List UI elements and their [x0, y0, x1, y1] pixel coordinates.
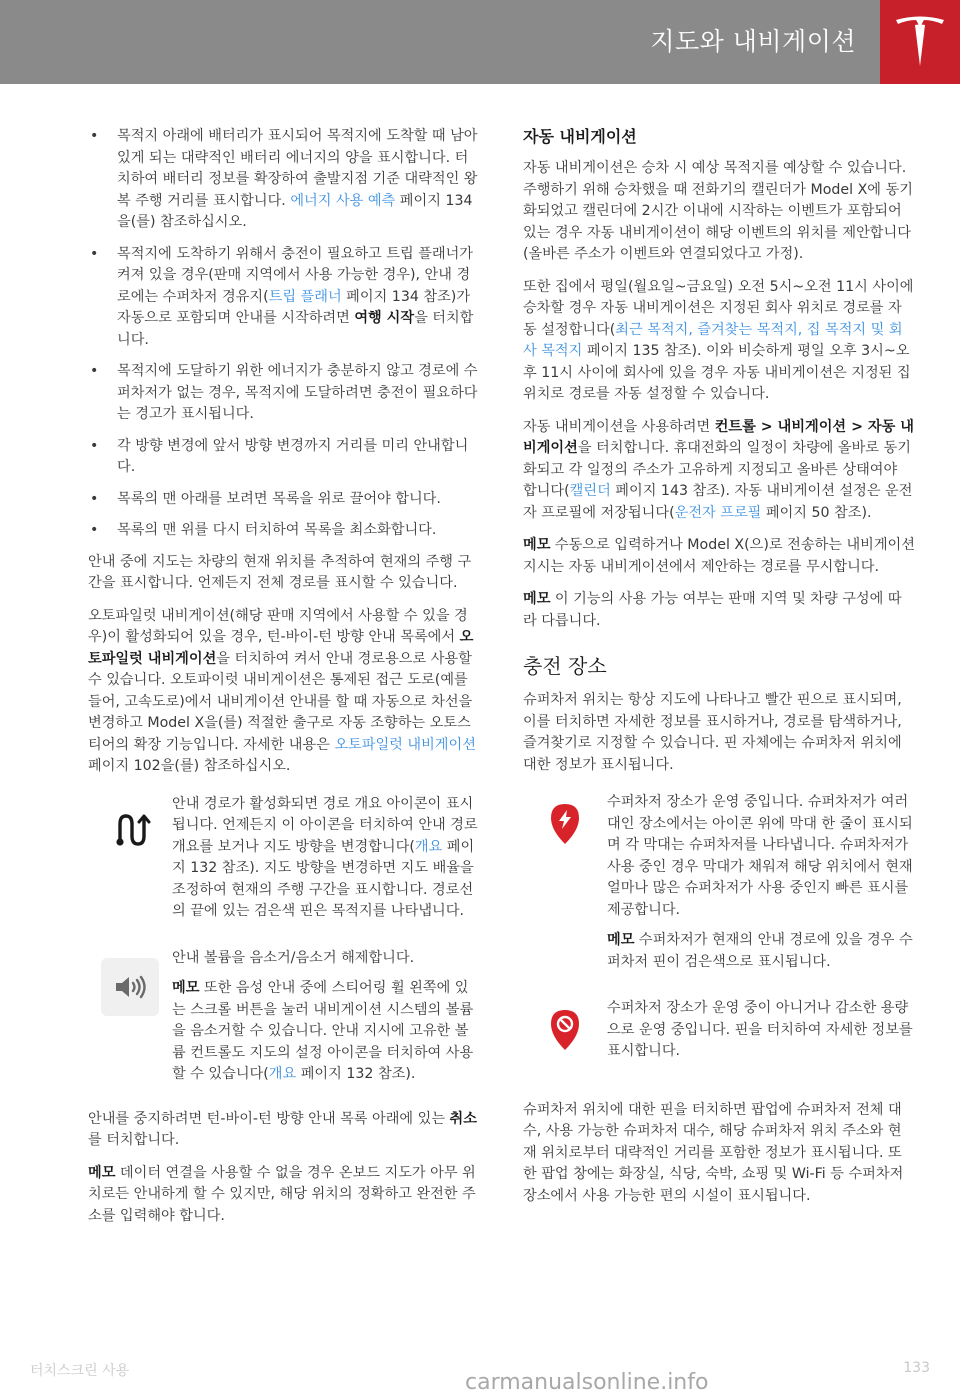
guidance-bullet-list	[88, 126, 480, 542]
route-overview-row	[88, 794, 480, 932]
note: 메모 이 기능의 사용 가능 여부는 판매 지역 및 차량 구성에 따라 다릅니다.	[523, 591, 902, 629]
supercharger-active-row	[523, 792, 915, 982]
paragraph: 오토파일럿 내비게이션(해당 판매 지역에서 사용할 수 있을 경우)이 활성화되어 있을 경우, 턴-바이-턴 방향 안내 목록에서 오토파일럿 내비게이션을 터치하여 켜서 안내 경로용으로 사용할 수 있습니다. 오토파이럿 내비게이션은 통제된 접근 도로(예를 들어, 고속도로)에서 내비게이션 안내를 할 때 자동으로 차선을 변경하고 Model X을(를) 적절한 출구로 자동 조향하는 오토스티어의 확장 기능입니다. 자세한 내용은 오토파일럿 내비게이션 페이지 102을(를) 참조하십시오.	[88, 607, 476, 774]
paragraph: 또한 집에서 평일(월요일~금요일) 오전 5시~오전 11시 사이에 승차할 경우 자동 내비게이션은 지정된 회사 위치로 경로를 자동 설정합니다(최근 목적지, 즐겨찾는 목적지, 집 목적지 및 회사 목적지 페이지 135 참조). 이와 비슷하게 평일 오후 3시~오후 11시 사이에 회사에 있을 경우 자동 내비게이션은 지정된 집 위치로 경로를 자동 설정할 수 있습니다.	[523, 278, 914, 402]
watermark: carmanualsonline.info	[465, 1370, 709, 1395]
link-calendar[interactable]: 캘린더	[569, 483, 611, 499]
link-energy-prediction[interactable]: 에너지 사용 예측	[290, 192, 396, 209]
supercharger-closed-row	[523, 998, 915, 1072]
list-item: • 목록의 맨 아래를 보려면 목록을 위로 끌어야 합니다.	[88, 489, 480, 511]
route-overview-text: 안내 경로가 활성화되면 경로 개요 아이콘이 표시됩니다. 언제든지 이 아이콘을 터치하여 안내 경로 개요를 보거나 지도 방향을 변경합니다(개요 페이지 132 참조). 지도 방향을 변경하면 지도 배율을 조정하여 현재의 주행 구간을 표시합니다. 경로선의 끝에 있는 검은색 핀은 목적지를 나타냅니다.	[172, 795, 478, 919]
page-number: 133	[903, 1360, 930, 1376]
page-header	[0, 0, 960, 84]
page-title: 지도와 내비게이션	[650, 27, 856, 56]
volume-note: 메모 또한 음성 안내 중에 스티어링 휠 왼쪽에 있는 스크롤 버튼을 눌러 내비게이션 시스템의 볼륨을 음소거할 수 있습니다. 안내 지시에 고유한 볼륨 컨트롤도 지도의 설정 아이콘을 터치하여 사용할 수 있습니다(개요 페이지 132 참조).	[172, 980, 474, 1082]
volume-text: 안내 볼륨을 음소거/음소거 해제합니다.	[172, 949, 415, 966]
note: 메모 데이터 연결을 사용할 수 없을 경우 온보드 지도가 아무 위치로든 안내하게 할 수 있지만, 해당 위치의 정확하고 완전한 주소를 입력해야 합니다.	[88, 1164, 476, 1224]
paragraph: 자동 내비게이션은 승차 시 예상 목적지를 예상할 수 있습니다. 주행하기 위해 승차했을 때 전화기의 캘린더가 Model X에 동기화되었고 캘린더에 2시간 이내에 시작하는 이벤트가 포함되어 있는 경우 자동 내비게이션이 해당 이벤트의 위치를 제안합니다(올바른 주소가 이벤트와 연결되었다고 가정).	[523, 160, 913, 262]
tesla-logo-icon	[893, 14, 947, 70]
supercharger-active-text: 수퍼차저 장소가 운영 중입니다. 슈퍼차저가 여러 대인 장소에서는 아이콘 위에 막대 한 줄이 표시되며 각 막대는 슈퍼차저를 나타냅니다. 슈퍼차저가 사용 중인 경우 막대가 채워져 해당 위치에서 현재 얼마나 많은 슈퍼차저가 사용 중인지 빠른 표시를 제공합니다.	[607, 794, 913, 918]
link-trip-planner[interactable]: 트립 플래너	[268, 288, 342, 305]
link-overview[interactable]: 개요	[268, 1066, 297, 1082]
paragraph: 안내 중에 지도는 차량의 현재 위치를 추적하여 현재의 주행 구간을 표시합니다. 언제든지 전체 경로를 표시할 수 있습니다.	[88, 553, 472, 591]
link-driver-profile[interactable]: 운전자 프로필	[674, 504, 762, 521]
supercharger-closed-pin-icon	[548, 1008, 582, 1052]
list-item: • 목적지에 도착하기 위해서 충전이 필요하고 트립 플래너가 켜져 있을 경우(판매 지역에서 사용 가능한 경우), 안내 경로에는 수퍼차저 경유지(트립 플래너 페이지 134 참조)가 자동으로 포함되며 안내를 시작하려면 여행 시작을 터치합니다.	[88, 244, 480, 352]
link-overview[interactable]: 개요	[414, 838, 443, 855]
paragraph: 슈퍼차저 위치는 항상 지도에 나타나고 빨간 핀으로 표시되며, 이를 터치하면 자세한 정보를 표시하거나, 경로를 탐색하거나, 즐겨찾기로 지정할 수 있습니다. 핀 자체에는 슈퍼차저 위치에 대한 정보가 표시됩니다.	[523, 692, 902, 773]
paragraph: 슈퍼차저 위치에 대한 핀을 터치하면 팝업에 슈퍼차저 전체 대수, 사용 가능한 슈퍼차저 대수, 해당 슈퍼차저 위치 주소와 현재 위치로부터 대략적인 거리를 포함한 정보가 표시됩니다. 또한 팝업 창에는 화장실, 식당, 숙박, 쇼핑 및 Wi-Fi 등 수퍼차저 장소에서 사용 가능한 편의 시설이 표시됩니다.	[523, 1101, 904, 1204]
list-item: • 목적지 아래에 배터리가 표시되어 목적지에 도착할 때 남아 있게 되는 대략적인 배터리 에너지의 양을 표시합니다. 터치하여 배터리 정보를 확장하여 출발지점 기준 대략적인 왕복 주행 거리를 표시합니다. 에너지 사용 예측 페이지 134을(를) 참조하십시오.	[88, 126, 480, 234]
right-column	[523, 126, 915, 1218]
volume-button[interactable]	[101, 958, 159, 1016]
footer-section: 터치스크린 사용	[30, 1363, 130, 1379]
route-overview-icon	[108, 808, 152, 852]
list-item: • 각 방향 변경에 앞서 방향 변경까지 거리를 미리 안내합니다.	[88, 436, 480, 479]
section-heading-auto-navigation: 자동 내비게이션	[523, 127, 637, 146]
paragraph: 안내를 중지하려면 턴-바이-턴 방향 안내 목록 아래에 있는 취소를 터치합니다.	[88, 1110, 477, 1148]
section-heading-charging-locations: 충전 장소	[523, 654, 607, 678]
tesla-logo	[880, 0, 960, 84]
volume-row	[88, 948, 480, 1095]
list-item: • 목적지에 도달하기 위한 에너지가 충분하지 않고 경로에 수퍼차저가 없는 경우, 목적지에 도달하려면 충전이 필요하다는 경고가 표시됩니다.	[88, 361, 480, 426]
supercharger-closed-text: 수퍼차저 장소가 운영 중이 아니거나 감소한 용량으로 운영 중입니다. 핀을 터치하여 자세한 정보를 표시합니다.	[607, 1000, 913, 1059]
link-recent-destinations[interactable]: 최근 목적지, 즐겨찾는 목적지, 집 목적지 및 회사 목적지	[523, 321, 903, 359]
supercharger-note: 메모 수퍼차저가 현재의 안내 경로에 있을 경우 수퍼차저 핀이 검은색으로 표시됩니다.	[607, 932, 913, 970]
supercharger-pin-icon	[548, 802, 582, 846]
left-column	[88, 126, 480, 1238]
list-item: • 목록의 맨 위를 다시 터치하여 목록을 최소화합니다.	[88, 520, 480, 542]
note: 메모 수동으로 입력하거나 Model X(으)로 전송하는 내비게이션 지시는 자동 내비게이션에서 제안하는 경로를 무시합니다.	[523, 537, 915, 575]
link-autopilot-navigation[interactable]: 오토파일럿 내비게이션	[334, 736, 476, 753]
paragraph: 자동 내비게이션을 사용하려면 컨트롤 > 내비게이션 > 자동 내비게이션을 터치합니다. 휴대전화의 일정이 차량에 올바로 동기화되고 각 일정의 주소가 고유하게 지정되고 올바른 상태여야 합니다(캘린더 페이지 143 참조). 자동 내비게이션 설정은 운전자 프로필에 저장됩니다(운전자 프로필 페이지 50 참조).	[523, 418, 914, 521]
speaker-icon	[113, 974, 147, 1000]
